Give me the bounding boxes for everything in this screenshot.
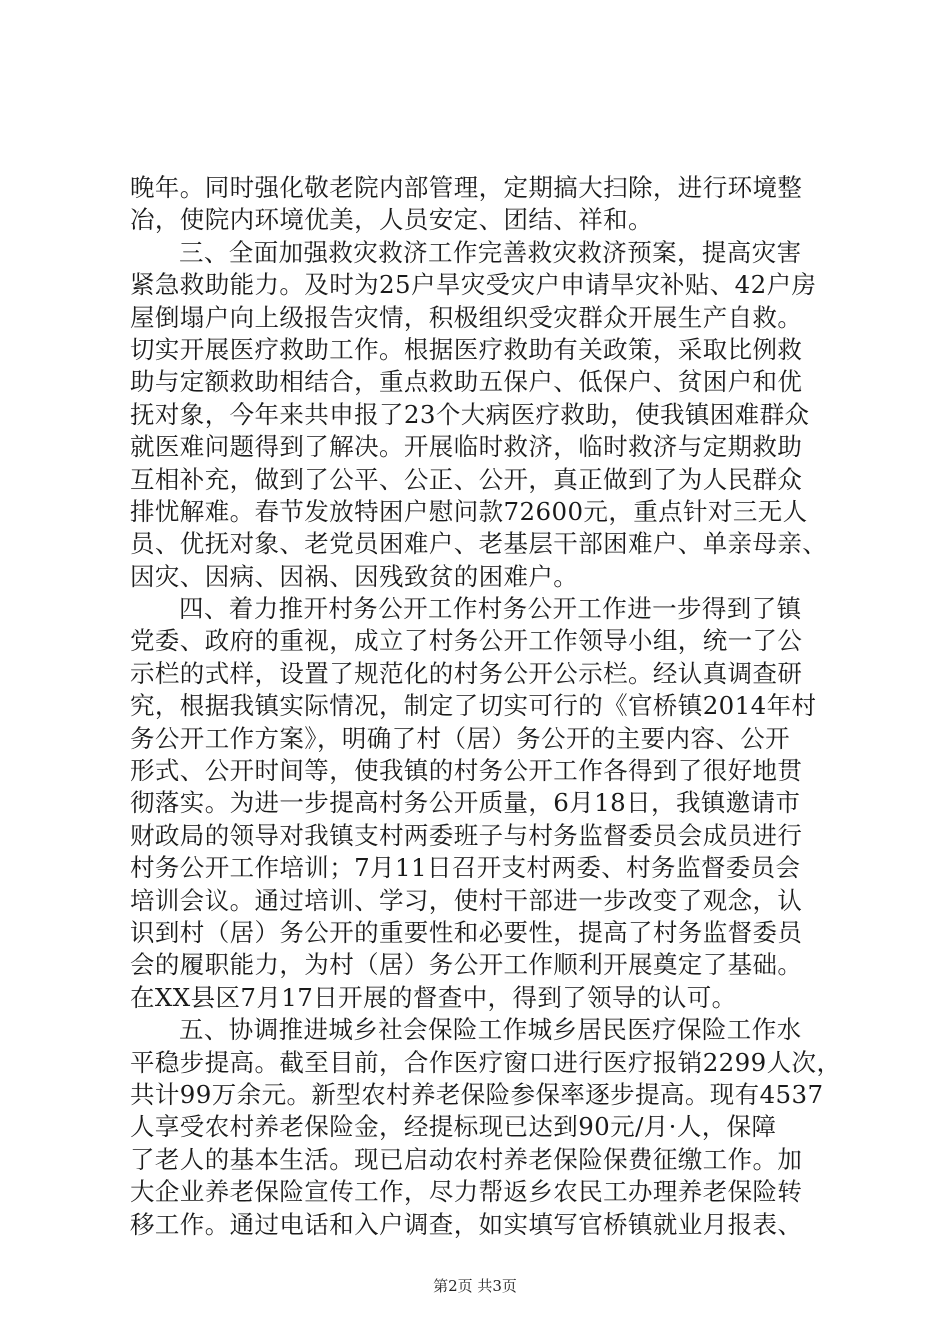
text-line: 助与定额救助相结合，重点救助五保户、低保户、贫困户和优 (130, 367, 803, 397)
text-line: 共计99万余元。新型农村养老保险参保率逐步提高。现有4537 (130, 1079, 824, 1109)
paragraph-first-line: 三、全面加强救灾救济工作完善救灾救济预案，提高灾害 (179, 237, 802, 267)
text-line: 抚对象，今年来共申报了23个大病医疗救助，使我镇困难群众 (130, 399, 810, 429)
paragraph-first-line: 四、着力推开村务公开工作村务公开工作进一步得到了镇 (179, 594, 802, 624)
text-line: 互相补充，做到了公平、公正、公开，真正做到了为人民群众 (130, 464, 803, 494)
text-line: 示栏的式样，设置了规范化的村务公开公示栏。经认真调查研 (130, 658, 803, 688)
text-line: 务公开工作方案》，明确了村（居）务公开的主要内容、公开 (130, 723, 791, 753)
text-line: 冶，使院内环境优美，人员安定、团结、祥和。 (130, 205, 653, 235)
text-line: 形式、公开时间等，使我镇的村务公开工作各得到了很好地贯 (130, 756, 803, 786)
text-line: 屋倒塌户向上级报告灾情，积极组织受灾群众开展生产自救。 (130, 302, 803, 332)
text-line: 识到村（居）务公开的重要性和必要性，提高了村务监督委员 (130, 917, 803, 947)
text-line: 培训会议。通过培训、学习，使村干部进一步改变了观念，认 (130, 885, 803, 915)
text-line: 大企业养老保险宣传工作，尽力帮返乡农民工办理养老保险转 (130, 1177, 803, 1207)
text-line: 晚年。同时强化敬老院内部管理，定期搞大扫除，进行环境整 (130, 173, 803, 202)
text-line: 移工作。通过电话和入户调查，如实填写官桥镇就业月报表、 (130, 1209, 803, 1239)
text-line: 切实开展医疗救助工作。根据医疗救助有关政策，采取比例救 (130, 334, 803, 364)
text-line: 党委、政府的重视，成立了村务公开工作领导小组，统一了公 (130, 626, 803, 656)
text-line: 了老人的基本生活。现已启动农村养老保险保费征缴工作。加 (130, 1144, 803, 1174)
text-line: 因灾、因病、因祸、因残致贫的困难户。 (130, 561, 579, 591)
text-line: 村务公开工作培训；7月11日召开支村两委、村务监督委员会 (130, 853, 801, 883)
paragraph-first-line: 五、协调推进城乡社会保险工作城乡居民医疗保险工作水 (179, 1015, 802, 1045)
text-line: 在XX县区7月17日开展的督查中，得到了领导的认可。 (130, 982, 737, 1012)
text-line: 就医难问题得到了解决。开展临时救济，临时救济与定期救助 (130, 432, 803, 462)
text-line: 平稳步提高。截至目前，合作医疗窗口进行医疗报销2299人次， (130, 1047, 842, 1077)
text-line: 员、优抚对象、老党员困难户、老基层干部困难户、单亲母亲、 (130, 529, 828, 559)
body-text (130, 172, 842, 1241)
page-footer: 第2页 共3页 (433, 1277, 517, 1295)
text-line: 财政局的领导对我镇支村两委班子与村务监督委员会成员进行 (130, 820, 803, 850)
text-line: 人享受农村养老保险金，经提标现已达到90元/月·人，保障 (130, 1112, 777, 1142)
text-line: 排忧解难。春节发放特困户慰问款72600元，重点针对三无人 (130, 496, 808, 526)
text-line: 紧急救助能力。及时为25户旱灾受灾户申请旱灾补贴、42户房 (130, 270, 817, 300)
text-line: 会的履职能力，为村（居）务公开工作顺利开展奠定了基础。 (130, 950, 803, 980)
text-line: 究，根据我镇实际情况，制定了切实可行的《官桥镇2014年村 (130, 691, 817, 721)
text-line: 彻落实。为进一步提高村务公开质量，6月18日，我镇邀请市 (130, 788, 801, 818)
